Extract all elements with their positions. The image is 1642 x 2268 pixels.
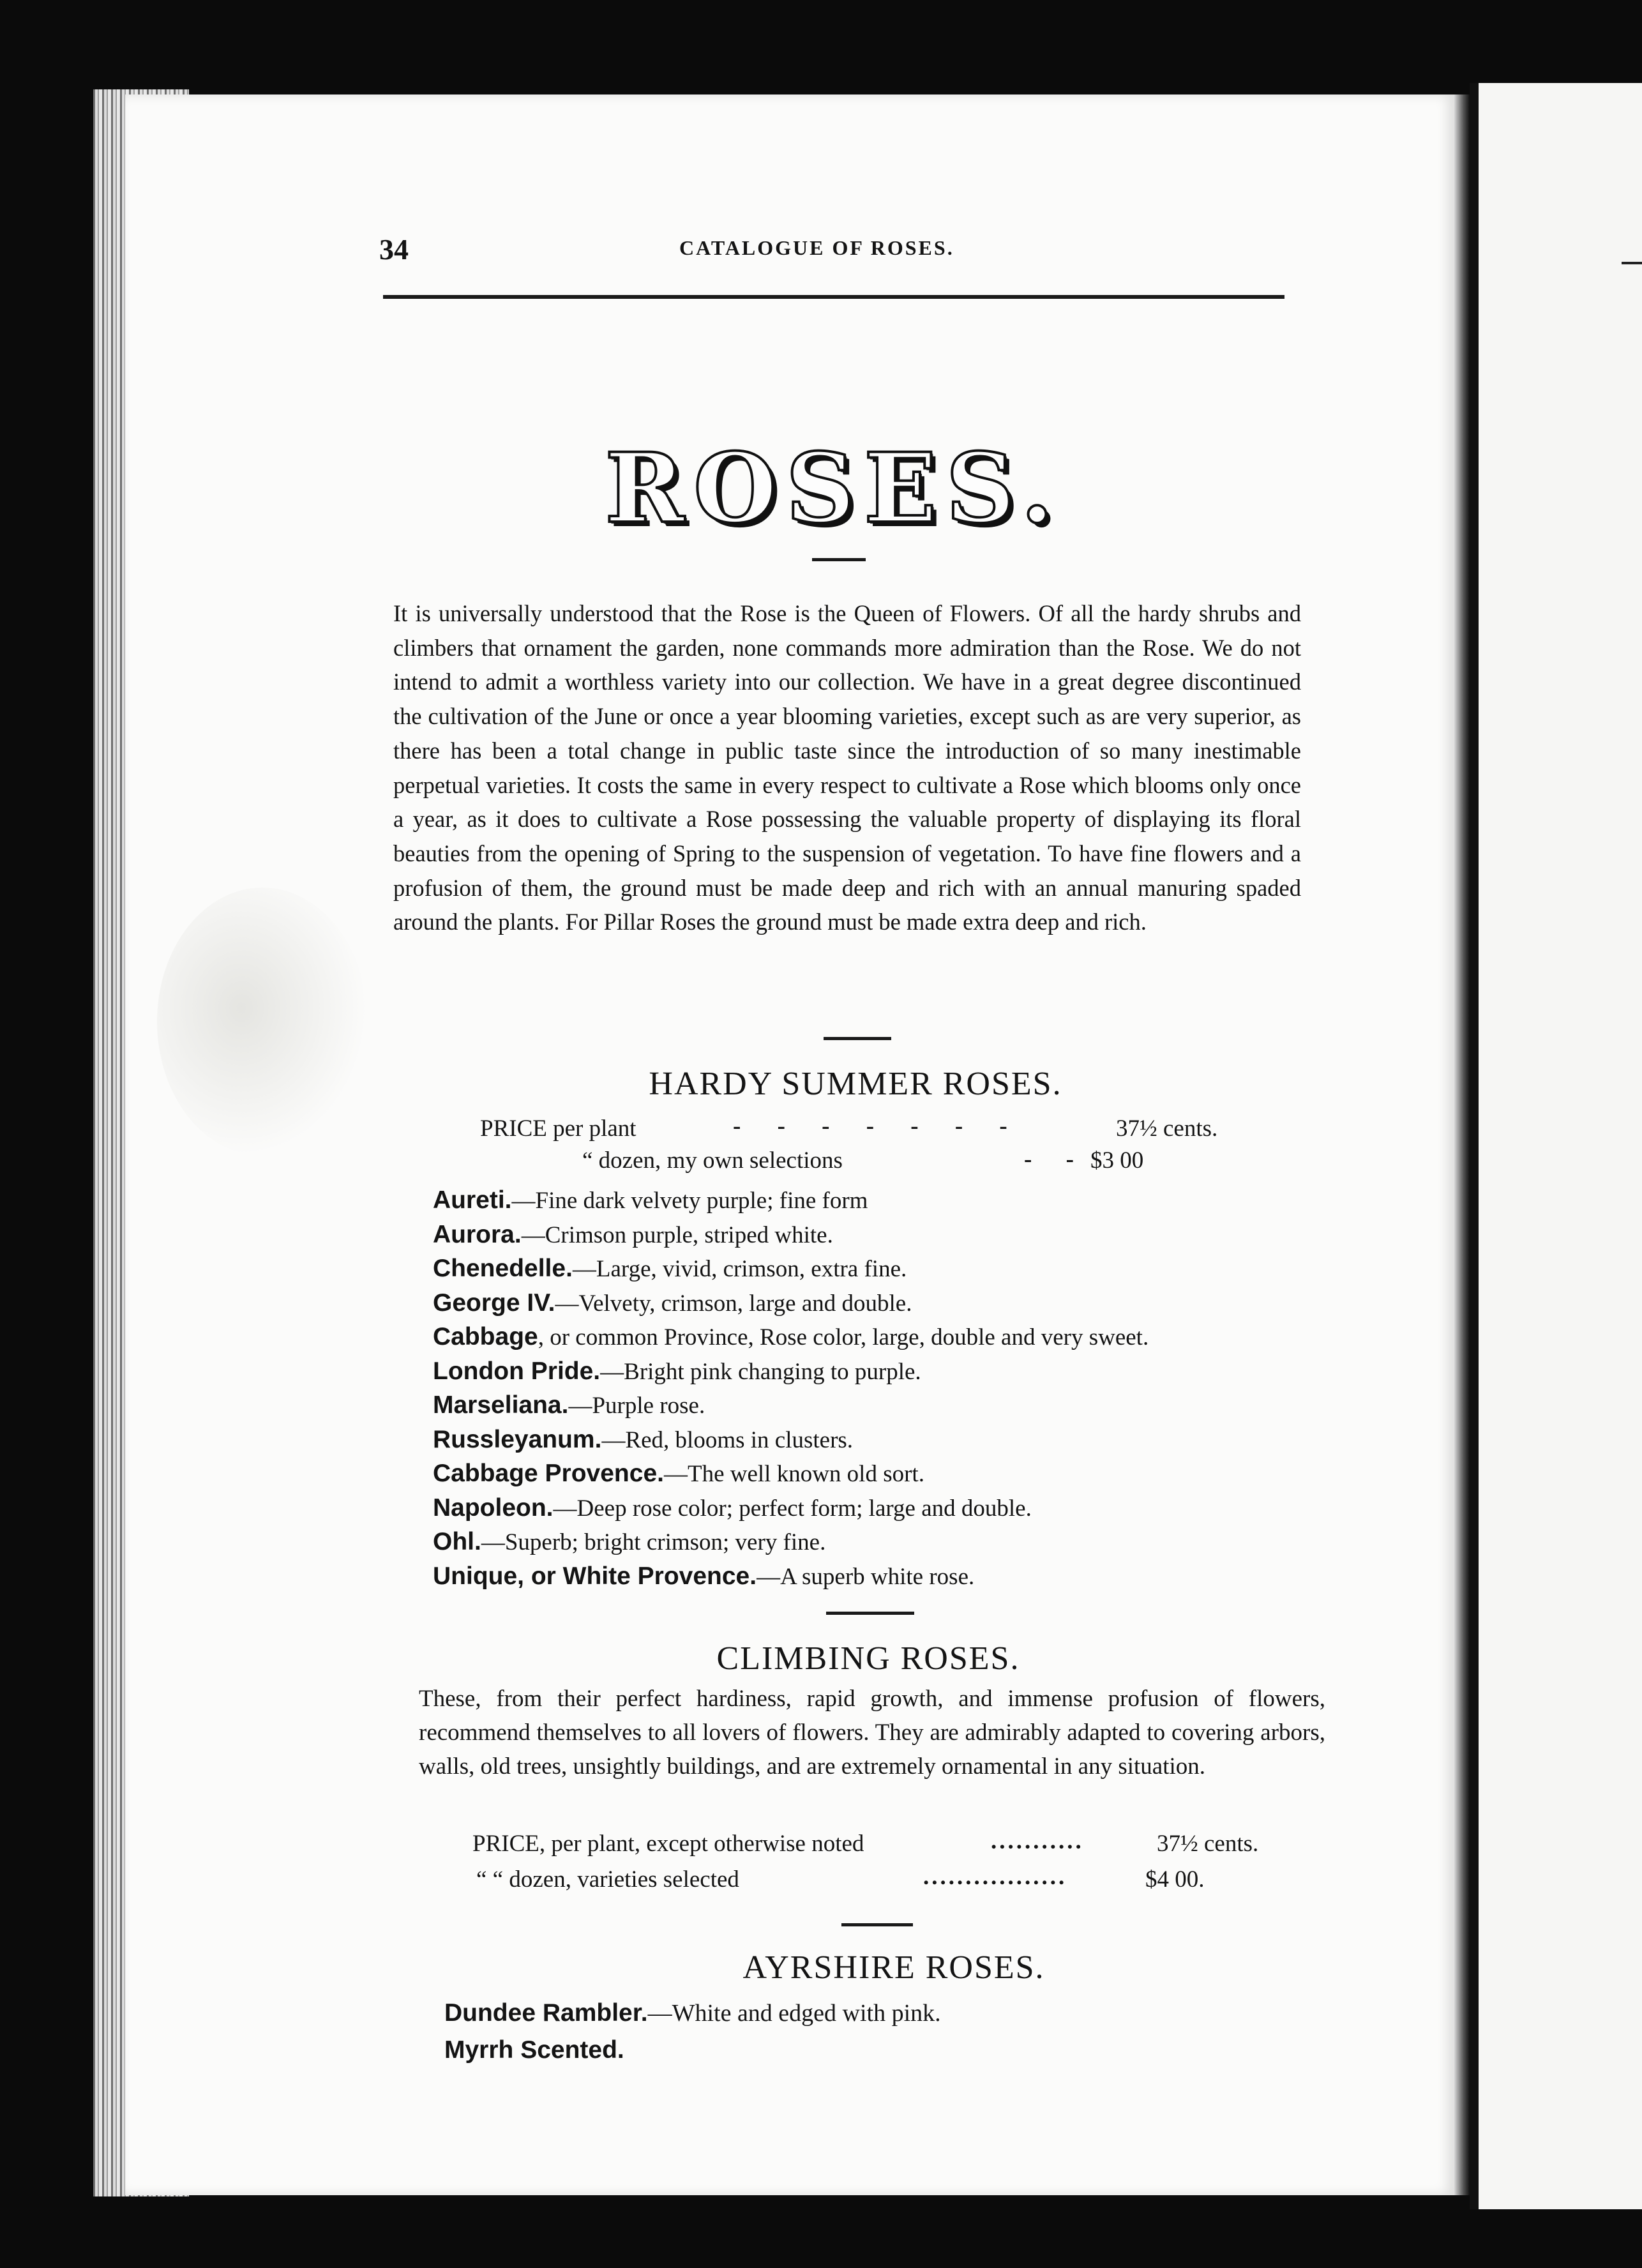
rose-description: —Large, vivid, crimson, extra fine. [572, 1256, 907, 1282]
price-value: $4 00. [1145, 1866, 1205, 1893]
facing-page [1470, 83, 1642, 2209]
page-title: ROSES. [605, 432, 1063, 545]
rose-name: Chenedelle. [433, 1255, 573, 1282]
hardy-rose-list [433, 1184, 1149, 1594]
rose-entry [433, 1320, 1149, 1355]
rose-description: —Fine dark velvety purple; fine form [511, 1188, 868, 1214]
rose-entry [433, 1218, 1149, 1253]
rose-name: Ohl. [433, 1528, 481, 1555]
rose-description: —Red, blooms in clusters. [601, 1426, 854, 1453]
rose-name: Napoleon. [433, 1493, 554, 1522]
rose-entry [444, 2032, 941, 2069]
price-label: “ dozen, my own selections [582, 1147, 843, 1174]
rose-name: Russleyanum. [433, 1425, 602, 1453]
ayrshire-heading: AYRSHIRE ROSES. [742, 1949, 1045, 1986]
rose-description: —Superb; bright crimson; very fine. [481, 1529, 826, 1555]
rose-entry [433, 1423, 1149, 1458]
rose-entry [433, 1492, 1149, 1526]
price-label: “ “ dozen, varieties selected [476, 1866, 739, 1893]
rose-entry [433, 1457, 1149, 1492]
rose-name: Myrrh Scented. [444, 2036, 624, 2064]
price-value: 37½ cents. [1116, 1115, 1218, 1142]
title-divider [812, 558, 866, 561]
rose-entry [433, 1287, 1149, 1321]
price-value: $3 00 [1090, 1147, 1144, 1174]
rose-description: —A superb white rose. [757, 1563, 975, 1590]
running-head: CATALOGUE OF ROSES. [679, 236, 954, 259]
rose-description: —Crimson purple, striped white. [521, 1221, 833, 1248]
rose-name: Cabbage Provence. [433, 1460, 664, 1487]
section-divider [824, 1037, 891, 1040]
rose-entry [433, 1389, 1149, 1423]
rose-name: Aurora. [433, 1220, 522, 1248]
page-stain [157, 888, 368, 1156]
rose-name: George IV. [433, 1289, 555, 1317]
rose-name: Aureti. [433, 1186, 512, 1214]
rose-description: —The well known old sort. [663, 1461, 924, 1487]
page-number: 34 [379, 233, 409, 266]
rose-entry [444, 1995, 941, 2032]
climbing-paragraph: These, from their perfect hardiness, rapid growth, and immense profusion of flowers, recommend themselves to all lovers of flowers. They are admirably adapted to covering arbors, walls, old trees, unsightly buildings, and are extremely ornamental in any situation. [419, 1686, 1325, 1780]
rose-description: , or common Province, Rose color, large, double and very sweet. [538, 1324, 1149, 1350]
rose-name: London Pride. [433, 1357, 601, 1385]
price-label: PRICE, per plant, except otherwise noted [472, 1831, 864, 1857]
book-page [125, 94, 1454, 2195]
price-leader: - - - - - - - [733, 1113, 1023, 1139]
rose-entry [433, 1184, 1149, 1218]
rose-entry [433, 1560, 1149, 1594]
climbing-heading: CLIMBING ROSES. [716, 1640, 1020, 1677]
facing-page-rule [1622, 262, 1642, 264]
hardy-price-plant [480, 1115, 636, 1142]
header-rule [383, 295, 1284, 299]
section-divider [841, 1923, 913, 1926]
hardy-summer-heading: HARDY SUMMER ROSES. [649, 1066, 1062, 1102]
rose-entry [433, 1252, 1149, 1287]
intro-paragraph: It is universally understood that the Rose is the Queen of Flowers. Of all the hardy shrubs and climbers that ornament the garden, none commands more admiration than the Rose. We do not intend to admit a worthless variety into our collection. We have in a great degree discontinued the cultivation of the June or once a year blooming varieties, except such as are very superior, as there has been a total change in public taste since the introduction of so many inestimable perpetual varieties. It costs the same in every respect to cultivate a Rose which blooms only once a year, as it does to cultivate a Rose possessing the valuable property of displaying its floral beauties from the opening of Spring to the suspension of vegetation. To have fine flowers and a profusion of them, the ground must be made deep and rich with an annual manuring spaded around the plants. For Pillar Roses the ground must be made extra deep and rich. [393, 600, 1301, 935]
rose-entry [433, 1355, 1149, 1389]
rose-description: —Velvety, crimson, large and double. [555, 1290, 912, 1317]
section-divider [826, 1612, 914, 1615]
price-leader: ................. [923, 1864, 1067, 1890]
price-leader: - - [1024, 1146, 1088, 1172]
rose-name: Cabbage [433, 1323, 538, 1350]
ayrshire-rose-list [444, 1995, 941, 2069]
rose-description: —Bright pink changing to purple. [600, 1358, 921, 1385]
price-value: 37½ cents. [1157, 1831, 1259, 1857]
rose-description: —Purple rose. [568, 1393, 705, 1419]
rose-entry [433, 1525, 1149, 1560]
price-label: PRICE per plant [480, 1115, 636, 1142]
rose-description: —White and edged with pink. [647, 2000, 941, 2027]
book-gutter [1454, 94, 1470, 2195]
price-leader: ........... [991, 1828, 1084, 1854]
rose-name: Dundee Rambler. [444, 1999, 648, 2027]
rose-description: —Deep rose color; perfect form; large and double. [553, 1495, 1032, 1522]
rose-name: Unique, or White Provence. [433, 1562, 757, 1590]
rose-name: Marseliana. [433, 1391, 569, 1419]
